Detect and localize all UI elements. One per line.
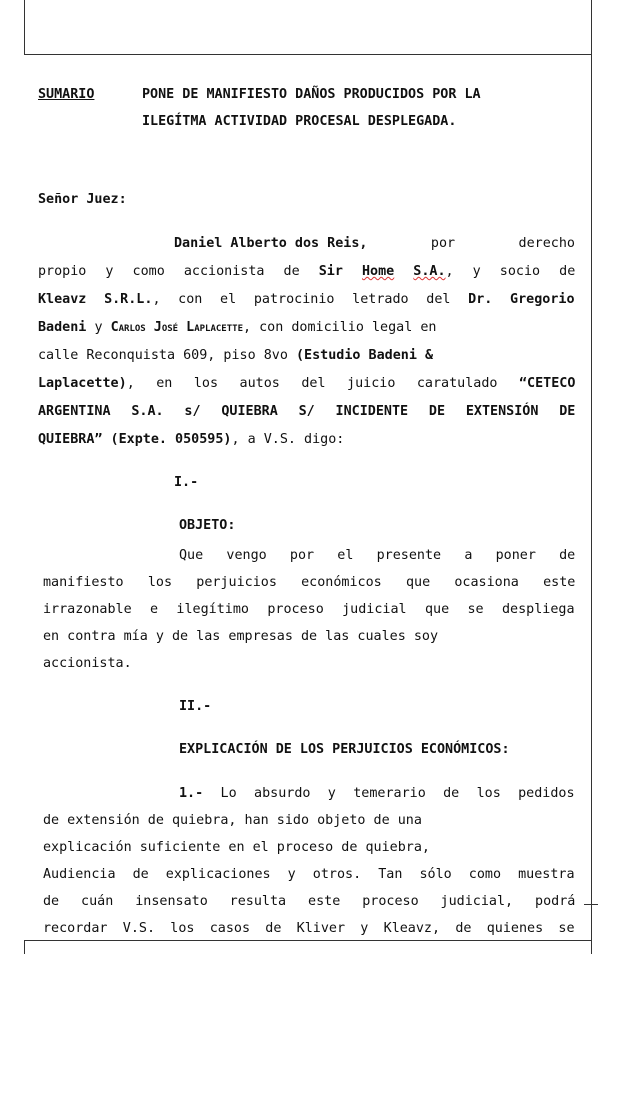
studio-name-end: Laplacette) xyxy=(38,376,127,391)
company-srl: S.R.L. xyxy=(104,292,153,307)
para1-line5 xyxy=(38,348,433,363)
section-2-line: explicación suficiente en el proceso de quiebra, xyxy=(43,840,430,855)
item-number: 1.- xyxy=(179,786,204,801)
para1-line6 xyxy=(38,376,575,391)
section-2-line: de cuán insensato resulta este proceso judicial, podrá xyxy=(43,894,576,909)
section-2-line: de extensión de quiebra, han sido objeto de una xyxy=(43,813,422,828)
para1-text: , con domicilio legal en xyxy=(243,320,437,335)
sumario-label: SUMARIO xyxy=(38,87,95,102)
para1-line8 xyxy=(38,432,344,447)
bottom-rule xyxy=(24,940,592,941)
sumario-title-line1 xyxy=(142,87,576,102)
right-rule xyxy=(591,0,592,954)
section-1-line: irrazonable e ilegítimo proceso judicial que se despliega xyxy=(43,602,575,617)
section-1-heading: OBJETO: xyxy=(179,518,236,533)
section-1-line: manifiesto los perjuicios económicos que ocasiona este xyxy=(43,575,576,590)
left-rule-top xyxy=(24,0,25,54)
para1-text: y xyxy=(94,320,103,335)
company-kleavz: Kleavz xyxy=(38,292,87,307)
section-2-line: recordar V.S. los casos de Kliver y Kleavz, de quienes se xyxy=(43,921,575,936)
lawyer-1: Dr. Gregorio xyxy=(468,292,575,307)
section-1-line: en contra mía y de las empresas de las cuales soy xyxy=(43,629,439,644)
company-home: Home xyxy=(361,264,395,279)
section-1-line: Que vengo por el presente a poner de xyxy=(179,548,576,563)
section-2-heading: EXPLICACIÓN DE LOS PERJUICIOS ECONÓMICOS: xyxy=(179,742,510,757)
studio-name: (Estudio Badeni & xyxy=(295,348,434,363)
section-2-numeral: II.- xyxy=(179,699,212,714)
section-2-line xyxy=(179,786,575,801)
section-2-line: Audiencia de explicaciones y otros. Tan sólo como muestra xyxy=(43,867,575,882)
party-name: Daniel Alberto dos Reis, xyxy=(174,236,368,251)
sumario-title-line2: ILEGÍTMA ACTIVIDAD PROCESAL DESPLEGADA. xyxy=(142,114,457,129)
lawyer-1-surname: Badeni xyxy=(38,320,87,335)
case-title-end: QUIEBRA” (Expte. 050595) xyxy=(38,432,232,447)
para1-text: , con el patrocinio letrado del xyxy=(152,292,451,307)
section-2-text: Lo absurdo y temerario de los pedidos xyxy=(220,786,575,801)
para1-line4 xyxy=(38,320,436,335)
para1-line2 xyxy=(38,264,575,279)
case-title: “CETECO xyxy=(519,376,576,391)
sumario-title-text1: PONE DE MANIFIESTO DAÑOS PRODUCIDOS POR LA xyxy=(142,87,481,102)
para1-text: , a V.S. digo: xyxy=(231,432,345,447)
para1-line3 xyxy=(38,292,575,307)
para1-text: , en los autos del juicio caratulado xyxy=(126,376,498,391)
section-1-line: accionista. xyxy=(43,656,132,671)
para1-word: por xyxy=(430,236,456,251)
para1-line7: ARGENTINA S.A. s/ QUIEBRA S/ INCIDENTE DE EXTENSIÓN DE xyxy=(38,404,576,419)
lawyer-2: Carlos José Laplacette xyxy=(110,320,243,335)
para1-text: , y socio de xyxy=(445,264,576,279)
company-sa: S.A. xyxy=(413,264,446,279)
para1-text: propio y como accionista de xyxy=(38,264,300,279)
left-rule-bottom xyxy=(24,940,25,954)
para1-line1 xyxy=(174,236,575,251)
greeting: Señor Juez: xyxy=(38,192,127,207)
company-sir: Sir xyxy=(318,264,343,279)
para1-text: calle Reconquista 609, piso 8vo xyxy=(38,348,288,363)
para1-word: derecho xyxy=(518,236,575,251)
top-rule xyxy=(24,54,592,55)
margin-tick xyxy=(584,904,598,905)
section-1-numeral: I.- xyxy=(174,475,199,490)
